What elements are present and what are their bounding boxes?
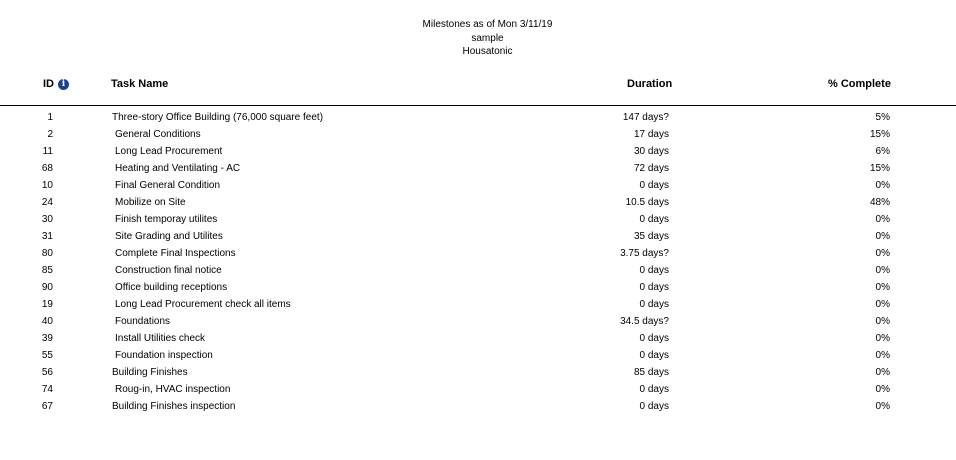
- task-percent-complete: 15%: [869, 163, 890, 174]
- column-header-id[interactable]: [43, 78, 69, 90]
- table-row[interactable]: [0, 194, 956, 211]
- task-duration: 0 days: [639, 282, 669, 293]
- column-header-duration[interactable]: Duration: [627, 78, 673, 90]
- task-duration: 10.5 days: [625, 197, 669, 208]
- task-id: 56: [41, 367, 53, 378]
- task-name: Three-story Office Building (76,000 square feet): [112, 112, 324, 123]
- column-header-task-name[interactable]: Task Name: [111, 78, 169, 90]
- task-duration: 0 days: [639, 384, 669, 395]
- column-header-percent-complete[interactable]: % Complete: [828, 78, 891, 90]
- task-id: 40: [41, 316, 53, 327]
- task-duration: 30 days: [633, 146, 669, 157]
- task-name: Long Lead Procurement check all items: [115, 299, 291, 310]
- task-duration: 0 days: [639, 350, 669, 361]
- table-row[interactable]: [0, 296, 956, 313]
- table-row[interactable]: [0, 160, 956, 177]
- task-id: 90: [41, 282, 53, 293]
- task-id: 24: [41, 197, 53, 208]
- table-row[interactable]: [0, 347, 956, 364]
- task-name: General Conditions: [115, 129, 201, 140]
- task-percent-complete: 0%: [875, 248, 890, 259]
- task-percent-complete: 5%: [875, 112, 890, 123]
- info-icon[interactable]: i: [58, 79, 69, 90]
- task-duration: 0 days: [639, 265, 669, 276]
- table-row[interactable]: [0, 398, 956, 415]
- task-name: Construction final notice: [115, 265, 222, 276]
- task-id: 2: [47, 129, 53, 140]
- task-name: Foundation inspection: [115, 350, 213, 361]
- task-percent-complete: 0%: [875, 180, 890, 191]
- project-name: sample: [471, 32, 504, 44]
- task-name: Long Lead Procurement: [115, 146, 223, 157]
- task-percent-complete: 0%: [875, 214, 890, 225]
- task-percent-complete: 48%: [869, 197, 890, 208]
- table-row[interactable]: [0, 211, 956, 228]
- task-percent-complete: 0%: [875, 384, 890, 395]
- report-title: Milestones as of Mon 3/11/19: [422, 19, 553, 30]
- task-duration: 34.5 days?: [620, 316, 669, 327]
- task-name: Mobilize on Site: [115, 197, 186, 208]
- task-duration: 0 days: [639, 180, 669, 191]
- table-row[interactable]: [0, 177, 956, 194]
- column-header-id-label: ID: [43, 78, 54, 90]
- table-row[interactable]: [0, 330, 956, 347]
- table-row[interactable]: [0, 143, 956, 160]
- task-percent-complete: 15%: [869, 129, 890, 140]
- task-id: 39: [41, 333, 53, 344]
- task-name: Complete Final Inspections: [115, 248, 236, 259]
- task-name: Building Finishes inspection: [112, 401, 236, 412]
- task-duration: 0 days: [639, 214, 669, 225]
- task-percent-complete: 0%: [875, 231, 890, 242]
- task-percent-complete: 0%: [875, 350, 890, 361]
- table-row[interactable]: [0, 279, 956, 296]
- header-divider: [0, 105, 956, 106]
- table-row[interactable]: [0, 313, 956, 330]
- table-row[interactable]: [0, 262, 956, 279]
- task-duration: 3.75 days?: [620, 248, 669, 259]
- task-id: 31: [41, 231, 53, 242]
- task-duration: 0 days: [639, 401, 669, 412]
- task-table-body: [0, 109, 956, 415]
- task-duration: 0 days: [639, 333, 669, 344]
- task-percent-complete: 0%: [875, 367, 890, 378]
- task-name: Building Finishes: [112, 367, 188, 378]
- task-percent-complete: 0%: [875, 316, 890, 327]
- task-percent-complete: 0%: [875, 333, 890, 344]
- task-id: 19: [41, 299, 53, 310]
- task-id: 11: [42, 146, 53, 157]
- task-id: 10: [41, 180, 53, 191]
- task-percent-complete: 0%: [875, 282, 890, 293]
- report-header: [0, 18, 956, 59]
- task-name: Roug-in, HVAC inspection: [115, 384, 231, 395]
- task-id: 68: [41, 163, 53, 174]
- task-duration: 0 days: [639, 299, 669, 310]
- task-id: 67: [41, 401, 53, 412]
- task-duration: 17 days: [633, 129, 669, 140]
- table-row[interactable]: [0, 381, 956, 398]
- task-duration: 72 days: [633, 163, 669, 174]
- table-row[interactable]: [0, 228, 956, 245]
- task-name: Install Utilities check: [115, 333, 206, 344]
- task-duration: 147 days?: [622, 112, 669, 123]
- task-name: Office building receptions: [115, 282, 228, 293]
- task-id: 74: [41, 384, 53, 395]
- company-name: Housatonic: [462, 46, 513, 57]
- task-id: 30: [41, 214, 53, 225]
- table-row[interactable]: [0, 364, 956, 381]
- task-percent-complete: 6%: [875, 146, 890, 157]
- task-id: 80: [41, 248, 53, 259]
- task-name: Foundations: [115, 316, 171, 327]
- task-name: Site Grading and Utilites: [115, 231, 223, 242]
- task-id: 1: [47, 112, 53, 123]
- task-id: 55: [41, 350, 53, 361]
- task-percent-complete: 0%: [875, 401, 890, 412]
- task-name: Final General Condition: [115, 180, 221, 191]
- task-percent-complete: 0%: [875, 299, 890, 310]
- task-name: Finish temporay utilites: [115, 214, 218, 225]
- task-name: Heating and Ventilating - AC: [115, 163, 241, 174]
- task-duration: 85 days: [633, 367, 669, 378]
- task-duration: 35 days: [633, 231, 669, 242]
- task-id: 85: [41, 265, 53, 276]
- task-percent-complete: 0%: [875, 265, 890, 276]
- table-row[interactable]: [0, 109, 956, 126]
- table-row[interactable]: [0, 245, 956, 262]
- table-row[interactable]: [0, 126, 956, 143]
